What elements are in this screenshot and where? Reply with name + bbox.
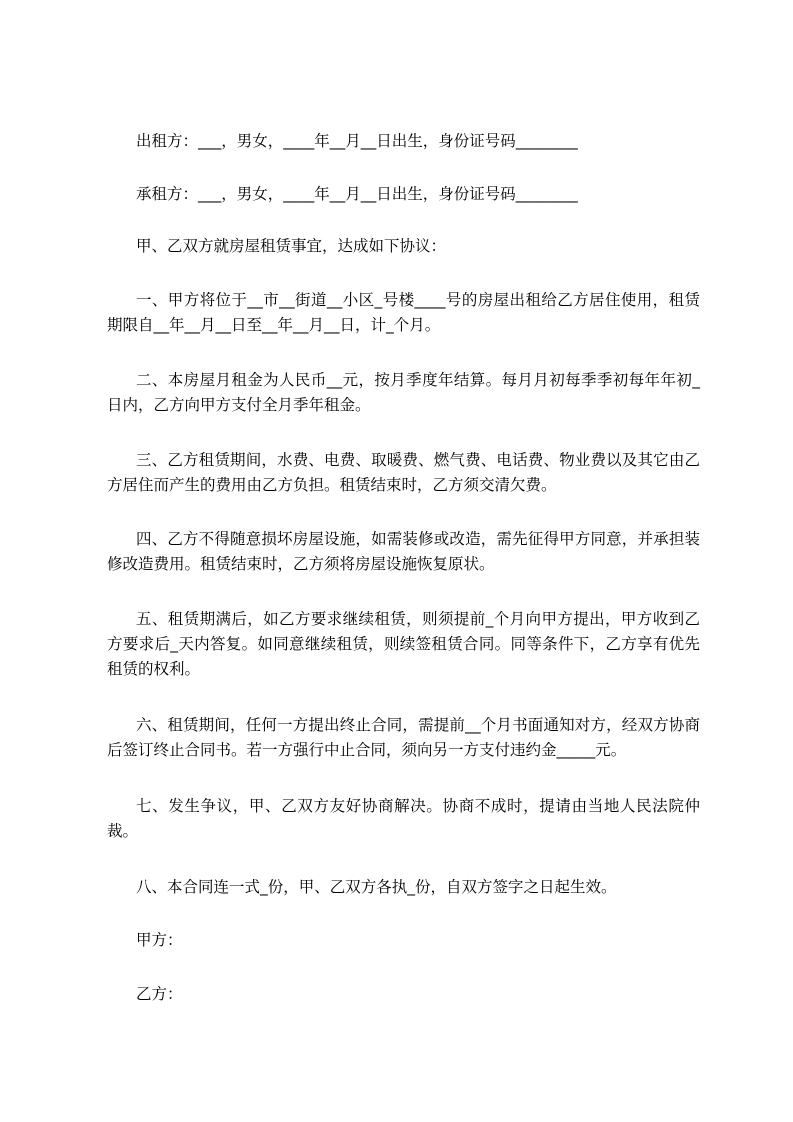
clause-7: 七、发生争议，甲、乙双方友好协商解决。协商不成时，提请由当地人民法院仲裁。 (107, 797, 700, 840)
party-b-signature: 乙方： (136, 985, 183, 1003)
lessor-line: 出租方：___，男女，____年__月__日出生，身份证号码________ (136, 132, 578, 150)
clause-4: 四、乙方不得随意损坏房屋设施，如需装修或改造，需先征得甲方同意，并承担装修改造费用。租赁结束时，乙方须将房屋设施恢复原状。 (107, 530, 700, 573)
clause-8: 八、本合同连一式_份，甲、乙双方各执_份，自双方签字之日起生效。 (136, 878, 617, 896)
clause-6: 六、租赁期间，任何一方提出终止合同，需提前__个月书面通知对方，经双方协商后签订终止合同书。若一方强行中止合同，须向另一方支付违约金_____元。 (107, 716, 700, 759)
clause-1: 一、甲方将位于__市__街道__小区_号楼____号的房屋出租给乙方居住使用，租赁期限自__年__月__日至__年__月__日，计_个月。 (107, 291, 700, 334)
clause-3: 三、乙方租赁期间，水费、电费、取暖费、燃气费、电话费、物业费以及其它由乙方居住而产生的费用由乙方负担。租赁结束时，乙方须交清欠费。 (107, 451, 700, 494)
party-a-signature: 甲方： (136, 931, 183, 949)
clause-5: 五、租赁期满后，如乙方要求继续租赁，则须提前_个月向甲方提出，甲方收到乙方要求后_天内答复。如同意继续租赁，则续签租赁合同。同等条件下，乙方享有优先租赁的权利。 (107, 610, 700, 678)
clause-2: 二、本房屋月租金为人民币__元，按月季度年结算。每月月初每季季初每年年初_日内，乙方向甲方支付全月季年租金。 (107, 371, 700, 414)
lessee-line: 承租方：___，男女，____年__月__日出生，身份证号码________ (136, 185, 578, 203)
agreement-intro: 甲、乙双方就房屋租赁事宜，达成如下协议： (136, 237, 447, 255)
